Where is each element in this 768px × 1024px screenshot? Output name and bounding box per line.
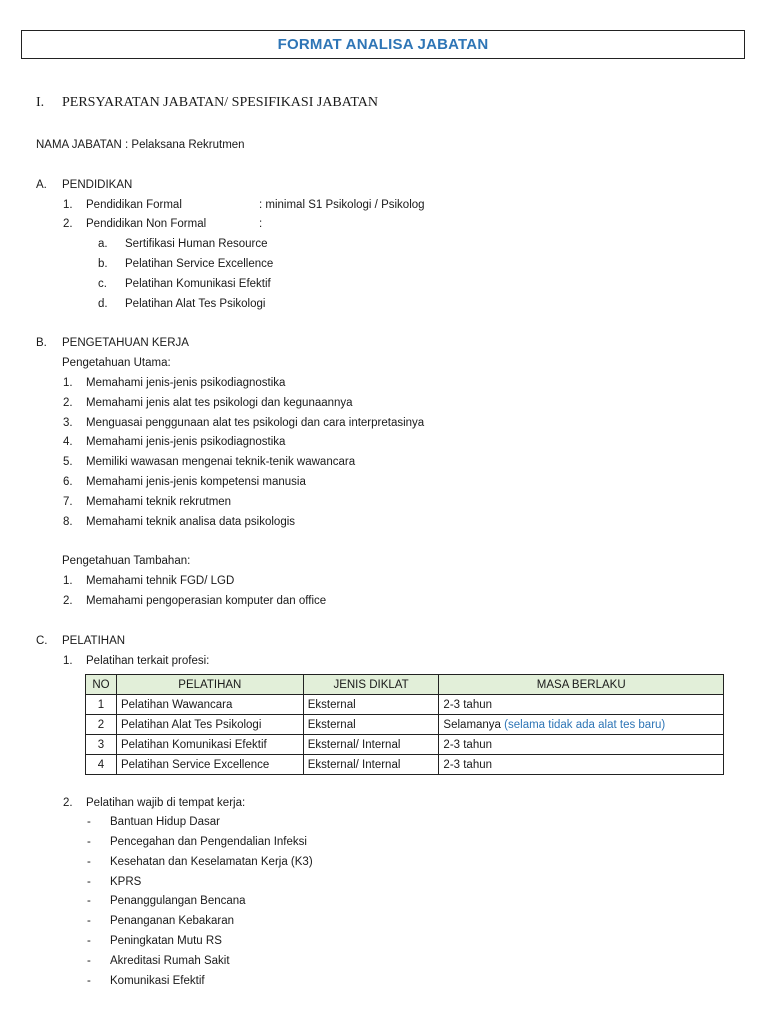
pelatihan-sub1-num: 1. bbox=[63, 655, 73, 667]
pelatihan-letter: C. bbox=[36, 635, 48, 647]
utama-num: 6. bbox=[63, 476, 73, 488]
formal-label: Pendidikan Formal bbox=[86, 199, 182, 211]
utama-num: 1. bbox=[63, 377, 73, 389]
utama-item: Memiliki wawasan mengenai teknik-tenik wawancara bbox=[86, 456, 356, 468]
document-title: FORMAT ANALISA JABATAN bbox=[277, 36, 489, 53]
cell-pelatihan: Pelatihan Alat Tes Psikologi bbox=[116, 715, 303, 735]
header-pelatihan: PELATIHAN bbox=[116, 675, 303, 695]
utama-num: 8. bbox=[63, 516, 73, 528]
wajib-item: Komunikasi Efektif bbox=[110, 975, 205, 987]
cell-no: 3 bbox=[86, 735, 117, 755]
wajib-item: Peningkatan Mutu RS bbox=[110, 935, 222, 947]
tambahan-item: Memahami tehnik FGD/ LGD bbox=[86, 575, 235, 587]
utama-item: Memahami jenis-jenis kompetensi manusia bbox=[86, 476, 306, 488]
wajib-item: Penanggulangan Bencana bbox=[110, 895, 246, 907]
masa-value: Selamanya bbox=[443, 718, 501, 731]
cell-masa bbox=[439, 715, 724, 735]
header-masa-berlaku: MASA BERLAKU bbox=[439, 675, 724, 695]
wajib-dash: - bbox=[87, 876, 91, 888]
wajib-dash: - bbox=[87, 836, 91, 848]
nonformal-value: : bbox=[259, 218, 263, 230]
header-jenis-diklat: JENIS DIKLAT bbox=[303, 675, 439, 695]
nonformal-item-letter: d. bbox=[98, 298, 108, 310]
nonformal-item: Pelatihan Service Excellence bbox=[125, 258, 274, 270]
wajib-dash: - bbox=[87, 856, 91, 868]
table-row bbox=[86, 715, 724, 735]
pelatihan-sub2-num: 2. bbox=[63, 797, 73, 809]
utama-num: 4. bbox=[63, 436, 73, 448]
utama-num: 2. bbox=[63, 397, 73, 409]
nonformal-item-letter: a. bbox=[98, 238, 108, 250]
utama-item: Memahami jenis alat tes psikologi dan kegunaannya bbox=[86, 397, 353, 409]
cell-jenis: Eksternal/ Internal bbox=[303, 735, 439, 755]
wajib-dash: - bbox=[87, 895, 91, 907]
cell-masa bbox=[439, 735, 724, 755]
wajib-item: Bantuan Hidup Dasar bbox=[110, 816, 220, 828]
tambahan-item: Memahami pengoperasian komputer dan office bbox=[86, 595, 327, 607]
pengetahuan-tambahan-label: Pengetahuan Tambahan: bbox=[62, 555, 191, 567]
header-no: NO bbox=[86, 675, 117, 695]
table-row bbox=[86, 755, 724, 775]
tambahan-num: 2. bbox=[63, 595, 73, 607]
masa-value: 2-3 tahun bbox=[443, 758, 493, 771]
cell-jenis: Eksternal/ Internal bbox=[303, 755, 439, 775]
masa-value: 2-3 tahun bbox=[443, 698, 493, 711]
wajib-item: Pencegahan dan Pengendalian Infeksi bbox=[110, 836, 307, 848]
formal-num: 1. bbox=[63, 199, 73, 211]
pelatihan-sub2-label: Pelatihan wajib di tempat kerja: bbox=[86, 797, 246, 809]
nonformal-label: Pendidikan Non Formal bbox=[86, 218, 207, 230]
pelatihan-sub1-label: Pelatihan terkait profesi: bbox=[86, 655, 210, 667]
formal-value: : minimal S1 Psikologi / Psikolog bbox=[259, 199, 425, 211]
pelatihan-heading: PELATIHAN bbox=[62, 635, 126, 647]
wajib-item: Kesehatan dan Keselamatan Kerja (K3) bbox=[110, 856, 313, 868]
wajib-item: Penanganan Kebakaran bbox=[110, 915, 235, 927]
nonformal-item: Sertifikasi Human Resource bbox=[125, 238, 268, 250]
nonformal-item-letter: c. bbox=[98, 278, 107, 290]
utama-item: Memahami teknik analisa data psikologis bbox=[86, 516, 296, 528]
utama-item: Menguasai penggunaan alat tes psikologi dan cara interpretasinya bbox=[86, 417, 425, 429]
wajib-dash: - bbox=[87, 915, 91, 927]
section-heading: PERSYARATAN JABATAN/ SPESIFIKASI JABATAN bbox=[62, 95, 378, 110]
cell-pelatihan: Pelatihan Komunikasi Efektif bbox=[116, 735, 303, 755]
wajib-item: KPRS bbox=[110, 876, 142, 888]
cell-no: 2 bbox=[86, 715, 117, 735]
wajib-dash: - bbox=[87, 816, 91, 828]
wajib-dash: - bbox=[87, 975, 91, 987]
cell-no: 4 bbox=[86, 755, 117, 775]
pengetahuan-letter: B. bbox=[36, 337, 47, 349]
pelatihan-table bbox=[85, 674, 724, 775]
section-number: I. bbox=[36, 95, 45, 110]
tambahan-num: 1. bbox=[63, 575, 73, 587]
cell-pelatihan: Pelatihan Wawancara bbox=[116, 695, 303, 715]
pengetahuan-utama-label: Pengetahuan Utama: bbox=[62, 357, 171, 369]
utama-num: 3. bbox=[63, 417, 73, 429]
nonformal-item-letter: b. bbox=[98, 258, 108, 270]
masa-note: (selama tidak ada alat tes baru) bbox=[504, 718, 666, 731]
nonformal-item: Pelatihan Komunikasi Efektif bbox=[125, 278, 271, 290]
utama-item: Memahami jenis-jenis psikodiagnostika bbox=[86, 377, 286, 389]
table-row bbox=[86, 735, 724, 755]
pendidikan-letter: A. bbox=[36, 179, 47, 191]
wajib-item: Akreditasi Rumah Sakit bbox=[110, 955, 230, 967]
cell-masa bbox=[439, 695, 724, 715]
wajib-dash: - bbox=[87, 935, 91, 947]
utama-item: Memahami jenis-jenis psikodiagnostika bbox=[86, 436, 286, 448]
nonformal-item: Pelatihan Alat Tes Psikologi bbox=[125, 298, 266, 310]
cell-masa bbox=[439, 755, 724, 775]
cell-jenis: Eksternal bbox=[303, 695, 439, 715]
title-box bbox=[21, 30, 745, 59]
wajib-dash: - bbox=[87, 955, 91, 967]
utama-num: 5. bbox=[63, 456, 73, 468]
cell-jenis: Eksternal bbox=[303, 715, 439, 735]
utama-num: 7. bbox=[63, 496, 73, 508]
cell-no: 1 bbox=[86, 695, 117, 715]
masa-value: 2-3 tahun bbox=[443, 738, 493, 751]
cell-pelatihan: Pelatihan Service Excellence bbox=[116, 755, 303, 775]
table-row bbox=[86, 695, 724, 715]
pengetahuan-heading: PENGETAHUAN KERJA bbox=[62, 337, 189, 349]
job-name: NAMA JABATAN : Pelaksana Rekrutmen bbox=[36, 139, 245, 151]
nonformal-num: 2. bbox=[63, 218, 73, 230]
table-header-row bbox=[86, 675, 724, 695]
pendidikan-heading: PENDIDIKAN bbox=[62, 179, 133, 191]
utama-item: Memahami teknik rekrutmen bbox=[86, 496, 232, 508]
